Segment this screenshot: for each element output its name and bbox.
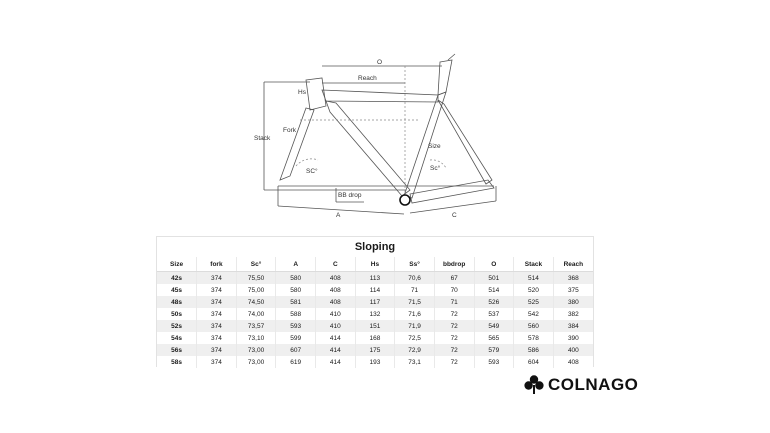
size-cell: 42s (157, 272, 197, 285)
table-cell: 410 (316, 308, 356, 320)
table-cell: 113 (355, 272, 395, 285)
table-row (157, 356, 593, 368)
table-cell: 75,50 (236, 272, 276, 285)
table-cell: 593 (474, 356, 514, 368)
table-cell: 408 (553, 356, 593, 368)
size-cell: 52s (157, 320, 197, 332)
table-cell: 72 (434, 308, 474, 320)
table-cell: 580 (276, 284, 316, 296)
table-cell: 73,57 (236, 320, 276, 332)
table-cell: 73,00 (236, 356, 276, 368)
table-title: Sloping (354, 241, 396, 253)
table-cell: 604 (514, 356, 554, 368)
table-cell: 73,10 (236, 332, 276, 344)
top-tube (322, 90, 438, 102)
size-cell: 45s (157, 284, 197, 296)
table-cell: 73,1 (395, 356, 435, 368)
label-seat-angle: Sc° (430, 165, 441, 172)
table-cell: 514 (474, 284, 514, 296)
size-cell: 50s (157, 308, 197, 320)
a-dimension-line (278, 206, 404, 214)
table-cell: 537 (474, 308, 514, 320)
table-cell: 374 (197, 308, 237, 320)
table-cell: 72 (434, 344, 474, 356)
size-cell: 48s (157, 296, 197, 308)
table-cell: 384 (553, 320, 593, 332)
table-cell: 579 (474, 344, 514, 356)
table-cell: 75,00 (236, 284, 276, 296)
table-cell: 581 (276, 296, 316, 308)
table-cell: 374 (197, 272, 237, 285)
table-cell: 414 (316, 344, 356, 356)
table-cell: 175 (355, 344, 395, 356)
table-cell: 588 (276, 308, 316, 320)
table-row (157, 284, 593, 296)
table-cell: 560 (514, 320, 554, 332)
table-row (157, 296, 593, 308)
colnago-logo (523, 372, 638, 398)
table-cell: 565 (474, 332, 514, 344)
label-size: Size (428, 143, 441, 150)
bottom-bracket (400, 195, 410, 205)
table-cell: 74,50 (236, 296, 276, 308)
table-cell: 72 (434, 320, 474, 332)
table-cell: 414 (316, 332, 356, 344)
table-cell: 501 (474, 272, 514, 285)
table-cell: 72 (434, 356, 474, 368)
column-header: C (316, 257, 356, 272)
table-cell: 72,5 (395, 332, 435, 344)
table-cell: 73,00 (236, 344, 276, 356)
table-cell: 549 (474, 320, 514, 332)
table-row (157, 272, 593, 285)
column-header: Stack (514, 257, 554, 272)
table-cell: 410 (316, 320, 356, 332)
table-cell: 132 (355, 308, 395, 320)
table-cell: 368 (553, 272, 593, 285)
seat-post (438, 60, 452, 95)
table-cell: 408 (316, 284, 356, 296)
table-cell: 114 (355, 284, 395, 296)
table-cell: 580 (276, 272, 316, 285)
table-cell: 374 (197, 344, 237, 356)
column-header: Reach (553, 257, 593, 272)
table-row (157, 344, 593, 356)
table-cell: 607 (276, 344, 316, 356)
label-head-angle: SC° (306, 168, 318, 175)
table-cell: 70,6 (395, 272, 435, 285)
column-header: Hs (355, 257, 395, 272)
table-cell: 71,9 (395, 320, 435, 332)
geometry-table (157, 257, 593, 368)
table-cell: 400 (553, 344, 593, 356)
table-cell: 193 (355, 356, 395, 368)
table-cell: 151 (355, 320, 395, 332)
label-hs: Hs (298, 89, 306, 96)
column-header: Ss° (395, 257, 435, 272)
seat-stays (438, 100, 492, 184)
table-cell: 74,00 (236, 308, 276, 320)
table-cell: 408 (316, 272, 356, 285)
column-header: fork (197, 257, 237, 272)
table-cell: 70 (434, 284, 474, 296)
table-cell: 526 (474, 296, 514, 308)
table-cell: 374 (197, 296, 237, 308)
clover-icon (523, 374, 545, 396)
table-cell: 71,6 (395, 308, 435, 320)
column-header: A (276, 257, 316, 272)
table-row (157, 320, 593, 332)
column-header: Size (157, 257, 197, 272)
size-cell: 56s (157, 344, 197, 356)
table-cell: 374 (197, 356, 237, 368)
table-cell: 599 (276, 332, 316, 344)
table-cell: 593 (276, 320, 316, 332)
table-cell: 380 (553, 296, 593, 308)
label-bb-drop: BB drop (338, 192, 362, 199)
table-cell: 71 (434, 296, 474, 308)
table-cell: 374 (197, 332, 237, 344)
size-cell: 58s (157, 356, 197, 368)
column-header: bbdrop (434, 257, 474, 272)
table-cell: 514 (514, 272, 554, 285)
chain-stays (410, 180, 494, 203)
table-cell: 390 (553, 332, 593, 344)
label-stack: Stack (254, 135, 271, 142)
label-o: O (377, 59, 383, 66)
down-tube (326, 101, 410, 196)
table-cell: 542 (514, 308, 554, 320)
column-header: O (474, 257, 514, 272)
table-cell: 117 (355, 296, 395, 308)
table-cell: 525 (514, 296, 554, 308)
head-tube (306, 78, 326, 110)
table-row (157, 308, 593, 320)
table-cell: 374 (197, 320, 237, 332)
label-fork: Fork (283, 127, 296, 134)
table-row (157, 332, 593, 344)
brand-name: COLNAGO (548, 375, 639, 394)
table-cell: 67 (434, 272, 474, 285)
table-body (157, 272, 593, 369)
label-a: A (336, 212, 341, 219)
table-cell: 375 (553, 284, 593, 296)
table-header-row (157, 257, 593, 272)
table-cell: 520 (514, 284, 554, 296)
table-cell: 382 (553, 308, 593, 320)
label-c: C (452, 212, 457, 219)
table-cell: 619 (276, 356, 316, 368)
table-cell: 408 (316, 296, 356, 308)
table-cell: 72,9 (395, 344, 435, 356)
label-reach: Reach (358, 75, 377, 82)
geometry-table-panel (156, 236, 594, 367)
size-cell: 54s (157, 332, 197, 344)
table-cell: 168 (355, 332, 395, 344)
table-cell: 578 (514, 332, 554, 344)
table-cell: 374 (197, 284, 237, 296)
table-cell: 72 (434, 332, 474, 344)
table-cell: 414 (316, 356, 356, 368)
table-cell: 71 (395, 284, 435, 296)
column-header: Sc° (236, 257, 276, 272)
table-cell: 71,5 (395, 296, 435, 308)
table-cell: 586 (514, 344, 554, 356)
